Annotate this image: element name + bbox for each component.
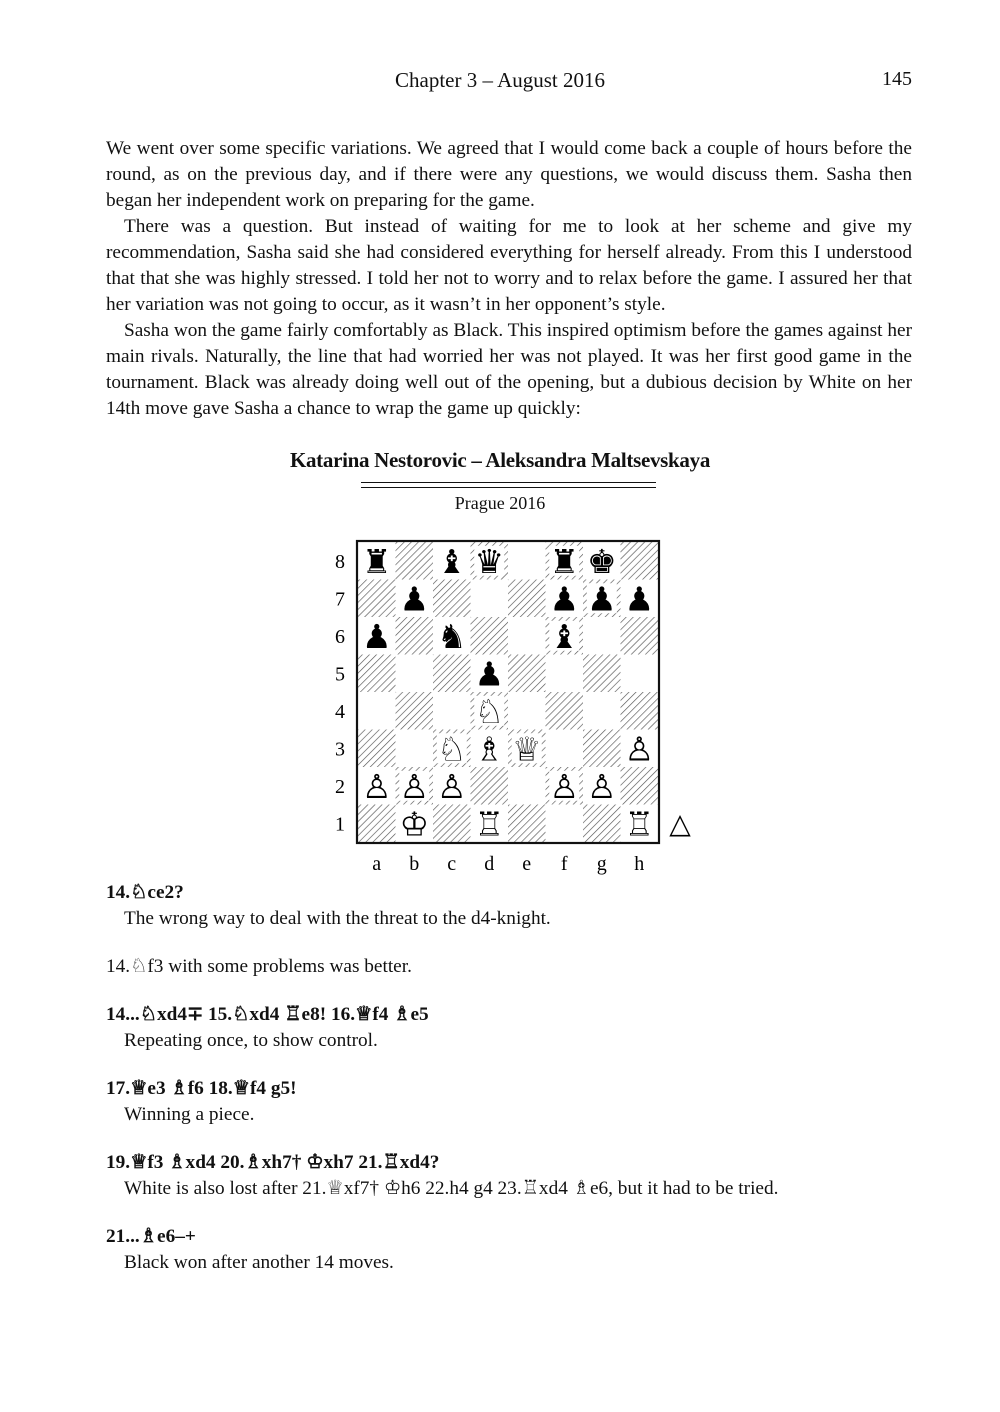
board-square: [508, 542, 546, 580]
title-rule: [361, 487, 656, 488]
chess-piece-b7: ♟: [399, 579, 430, 619]
move-comment: The wrong way to deal with the threat to the d4-knight.: [124, 908, 551, 929]
chess-piece-d1: ♖: [474, 804, 505, 844]
chess-piece-c8: ♝: [436, 541, 467, 581]
board-square: [358, 655, 396, 693]
board-square: [583, 805, 621, 843]
chess-piece-f2: ♙: [549, 766, 580, 806]
file-label: a: [372, 853, 382, 875]
board-square: [508, 692, 546, 730]
rank-label: 6: [335, 625, 345, 648]
game-title: Katarina Nestorovic – Aleksandra Maltsevskaya: [289, 448, 711, 472]
chess-piece-a2: ♙: [361, 766, 392, 806]
chess-piece-d5: ♟: [474, 654, 505, 694]
chess-piece-g2: ♙: [586, 766, 617, 806]
white-to-move-marker: △: [669, 807, 691, 840]
paragraph: Sasha won the game fairly comfortably as Black. This inspired optimism before the games against her main rivals. Naturally, the line that had worried her was not played. It was her first good game in the tournament. Black was already doing well out of the opening, but a dubious decision by White on her 14th move gave Sasha a chance to wrap the game up quickly:: [106, 320, 912, 419]
game-place: Prague 2016: [454, 493, 546, 513]
chess-piece-h7: ♟: [624, 579, 655, 619]
board-square: [471, 767, 509, 805]
chess-piece-c2: ♙: [436, 766, 467, 806]
move-comment: Winning a piece.: [124, 1104, 255, 1125]
chess-piece-g8: ♚: [586, 541, 617, 581]
board-square: [583, 655, 621, 693]
chess-piece-f7: ♟: [549, 579, 580, 619]
board-square: [583, 617, 621, 655]
file-label: d: [484, 853, 495, 875]
chess-piece-h1: ♖: [624, 804, 655, 844]
board-square: [471, 617, 509, 655]
chess-piece-a6: ♟: [361, 616, 392, 656]
move-comment: Black won after another 14 moves.: [124, 1252, 394, 1273]
board-square: [396, 655, 434, 693]
chess-diagram: [330, 538, 700, 878]
title-rule: [361, 482, 656, 483]
move-line: 21...♗e6–+: [106, 1226, 196, 1247]
board-square: [621, 692, 659, 730]
rank-label: 4: [335, 700, 345, 723]
board-square: [358, 730, 396, 768]
paragraph: There was a question. But instead of waiting for me to look at her scheme and give my recommendation, Sasha said she had considered everything for herself already. From this I understood that that she was highly stressed. I told her not to worry and to relax before the game. I assured her that her variation was not going to occur, as it wasn’t in her opponent’s style.: [106, 216, 912, 315]
move-line: 17.♕e3 ♗f6 18.♕f4 g5!: [106, 1078, 297, 1099]
board-square: [546, 805, 584, 843]
annotations: [106, 880, 926, 1276]
page-header: [0, 68, 1000, 100]
board-square: [471, 580, 509, 618]
move-line: 14.♘ce2?: [106, 882, 184, 903]
rank-label: 5: [335, 663, 345, 686]
file-label: c: [447, 853, 457, 875]
chess-piece-g7: ♟: [586, 579, 617, 619]
move-comment: White is also lost after 21.♕xf7† ♔h6 22.h4 g4 23.♖xd4 ♗e6, but it had to be tried.: [124, 1178, 779, 1199]
chess-piece-f8: ♜: [549, 541, 580, 581]
board-square: [546, 655, 584, 693]
chess-piece-b1: ♔: [399, 804, 430, 844]
chess-piece-h3: ♙: [624, 729, 655, 769]
rank-label: 7: [335, 588, 345, 611]
chess-piece-a8: ♜: [361, 541, 392, 581]
chess-piece-d4: ♘: [474, 691, 505, 731]
chess-piece-c3: ♘: [436, 729, 467, 769]
body-text: [106, 136, 912, 422]
move-line: 14...♘xd4∓ 15.♘xd4 ♖e8! 16.♕f4 ♗e5: [106, 1004, 429, 1025]
chess-piece-f6: ♝: [549, 616, 580, 656]
spacer: [106, 1202, 926, 1224]
spacer: [106, 1054, 926, 1076]
rank-label: 1: [335, 813, 345, 836]
board-square: [583, 692, 621, 730]
board-square: [621, 542, 659, 580]
board-square: [358, 580, 396, 618]
board-square: [583, 730, 621, 768]
page-number: 145: [882, 68, 912, 90]
board-square: [358, 692, 396, 730]
chess-piece-d8: ♛: [474, 541, 505, 581]
spacer: [106, 980, 926, 1002]
rank-label: 2: [335, 775, 345, 798]
board-square: [433, 580, 471, 618]
file-label: e: [522, 853, 532, 875]
board-square: [621, 617, 659, 655]
board-square: [621, 767, 659, 805]
board-square: [508, 655, 546, 693]
chess-piece-c6: ♞: [436, 616, 467, 656]
board-square: [396, 542, 434, 580]
move-line: 19.♕f3 ♗xd4 20.♗xh7† ♔xh7 21.♖xd4?: [106, 1152, 440, 1173]
board-square: [621, 655, 659, 693]
file-label: g: [596, 853, 607, 875]
board-square: [396, 730, 434, 768]
board-square: [508, 805, 546, 843]
variation-line: 14.♘f3 with some problems was better.: [106, 956, 412, 977]
file-label: h: [634, 853, 645, 875]
board-square: [396, 692, 434, 730]
rank-label: 8: [335, 550, 345, 573]
board-square: [396, 617, 434, 655]
file-label: f: [560, 853, 568, 875]
board-square: [508, 617, 546, 655]
board-square: [546, 730, 584, 768]
chess-piece-b2: ♙: [399, 766, 430, 806]
move-comment: Repeating once, to show control.: [124, 1030, 378, 1051]
board-square: [508, 580, 546, 618]
spacer: [106, 932, 926, 954]
board-square: [508, 767, 546, 805]
chess-piece-d3: ♗: [474, 729, 505, 769]
file-label: b: [409, 853, 420, 875]
board-square: [546, 692, 584, 730]
spacer: [106, 1128, 926, 1150]
board-square: [433, 692, 471, 730]
rank-label: 3: [335, 738, 345, 761]
chess-piece-e3: ♕: [511, 729, 542, 769]
board-square: [433, 805, 471, 843]
chapter-heading: Chapter 3 – August 2016: [395, 68, 605, 92]
board-square: [358, 805, 396, 843]
paragraph: We went over some specific variations. We agreed that I would come back a couple of hours before the round, as on the previous day, and if there were any questions, we would discuss them. Sasha then began her independent work on preparing for the game.: [106, 138, 912, 211]
board-square: [433, 655, 471, 693]
